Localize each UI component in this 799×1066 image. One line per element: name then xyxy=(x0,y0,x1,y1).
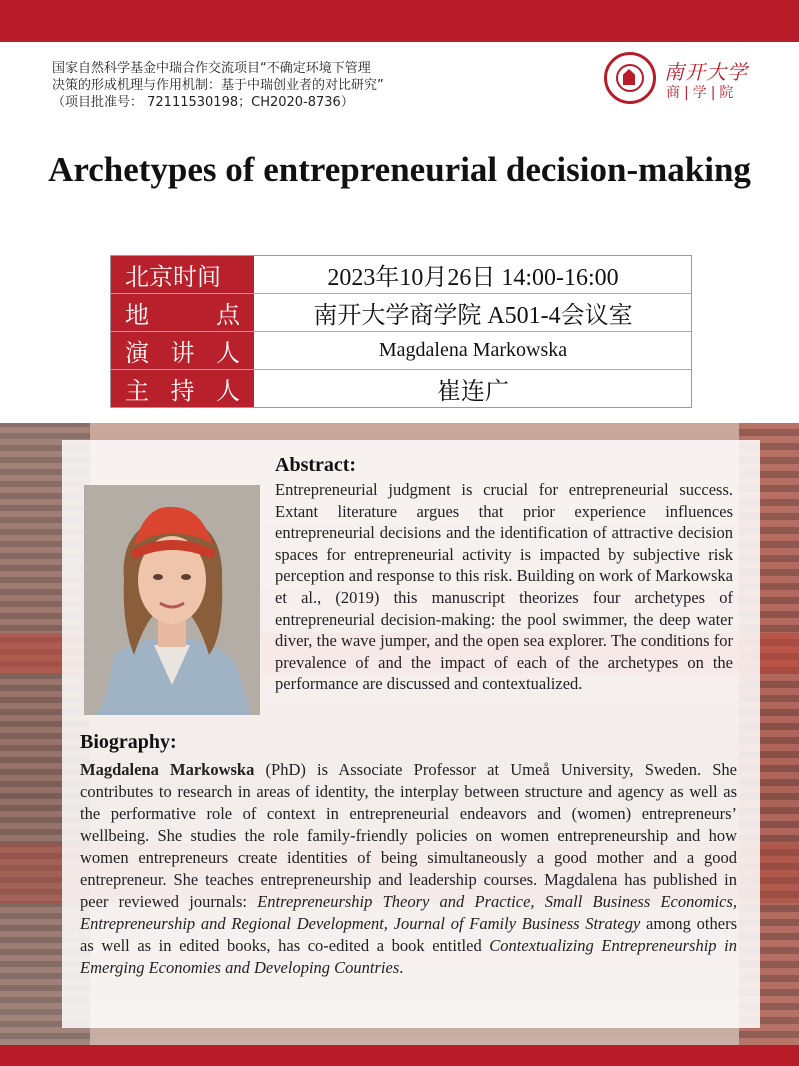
info-label-char: 讲 xyxy=(170,339,195,367)
info-label-char: 人 xyxy=(216,377,240,405)
project-header-line-1: 国家自然科学基金中瑞合作交流项目“不确定环境下管理 xyxy=(52,61,371,76)
info-value-location: 南开大学商学院 A501-4会议室 xyxy=(255,294,691,331)
abstract-heading: Abstract: xyxy=(275,454,357,476)
biography-heading: Biography: xyxy=(80,731,177,753)
info-label-char: 点 xyxy=(216,301,240,329)
logo-school-name: 商|学|院 xyxy=(666,85,738,101)
info-label-char: 持 xyxy=(170,377,195,405)
info-label-location xyxy=(111,294,255,331)
info-row-host xyxy=(111,370,691,407)
info-row-time xyxy=(111,256,691,294)
info-row-location xyxy=(111,294,691,332)
bottom-red-bar xyxy=(0,1045,799,1066)
page-title: Archetypes of entrepreneurial decision-making xyxy=(48,150,751,189)
info-value-speaker: Magdalena Markowska xyxy=(255,332,691,369)
info-label-char: 地 xyxy=(125,301,149,329)
info-label-host xyxy=(111,370,255,407)
university-logo xyxy=(604,52,748,108)
info-label-char: 人 xyxy=(216,339,240,367)
speaker-photo xyxy=(84,485,260,715)
biography-text xyxy=(80,759,737,979)
info-value-time: 2023年10月26日 14:00-16:00 xyxy=(255,256,691,293)
info-row-speaker xyxy=(111,332,691,370)
biography-book-title: Contextualizing Entrepreneurship in Emerging Economies and Developing Countries xyxy=(80,936,737,977)
biography-text-part-3: . xyxy=(399,958,404,977)
info-value-host: 崔连广 xyxy=(255,370,691,407)
biography-text-part-1: (PhD) is Associate Professor at Umeå University, Sweden. She contributes to research in areas of identity, the interplay between structure and agency as well as the performative role of context in entrepreneurial endeavors and (women) entrepreneurs’ wellbeing. She studies the role family-friendly policies on women entrepreneurship and how women entrepreneurs create identities of being simultaneously a good mother and a good entrepreneur. She teaches entrepreneurship and leadership courses. Magdalena has published in peer reviewed journals: xyxy=(80,760,738,911)
abstract-text: Entrepreneurial judgment is crucial for entrepreneurial success. Extant literature argues that prior experience influences entrepreneurial decisions and the identification of attractive decision spaces for entrepreneurial activity is impacted by subjective risk perception and response to this risk. Building on work of Markowska et al., (2019) this manuscript theorizes four archetypes of entrepreneurial decision-making: the pool swimmer, the deep water diver, the wave jumper, and the open sea explorer. The conditions for prevalence of and the impact of each of the archetypes on the performance are discussed and contextualized. xyxy=(275,480,733,694)
logo-university-name: 南开大学 xyxy=(664,60,748,84)
top-red-bar xyxy=(0,0,799,42)
project-header-line-3: （项目批准号： 72111530198；CH2020-8736） xyxy=(52,95,354,110)
info-label-time xyxy=(111,256,255,293)
info-label-char: 演 xyxy=(125,339,149,367)
info-label-char: 主 xyxy=(125,377,149,405)
biography-text-part-2: among others as well as in edited books, has co-edited a book entitled xyxy=(80,914,738,955)
project-header xyxy=(52,60,384,111)
university-seal-icon xyxy=(604,52,656,104)
event-info-table xyxy=(110,255,692,408)
project-header-line-2: 决策的形成机理与作用机制：基于中瑞创业者的对比研究” xyxy=(52,78,384,93)
info-label-speaker xyxy=(111,332,255,369)
info-label-text: 北京时间 xyxy=(125,263,221,291)
biography-journals: Entrepreneurship Theory and Practice, Small Business Economics, Entrepreneurship and Regional Development, Journal of Family Business Strategy xyxy=(80,892,737,933)
biography-speaker-name: Magdalena Markowska xyxy=(80,760,255,779)
